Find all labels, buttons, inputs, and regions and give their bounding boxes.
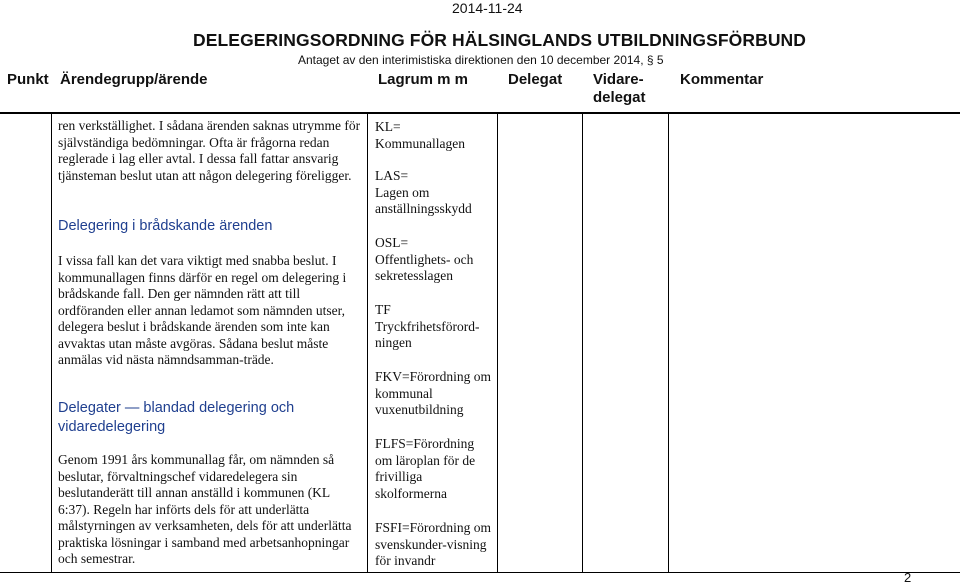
column-header-arende: Ärendegrupp/ärende (60, 71, 208, 88)
table-top-border (0, 112, 960, 114)
column-divider (582, 112, 583, 572)
column-header-lagrum: Lagrum m m (378, 71, 469, 88)
abbreviation-text: Tryckfrihetsförord-ningen (375, 318, 480, 350)
abbreviation-flfs (375, 436, 493, 502)
column-header-punkt: Punkt (7, 71, 49, 88)
abbreviation-term: FKV= (375, 369, 410, 384)
abbreviation-las (375, 168, 493, 218)
abbreviation-text: Offentlighets- och sekretesslagen (375, 251, 474, 283)
paragraph-verkstallighet: ren verkställighet. I sådana ärenden saknas utrymme för självständiga bedömningar. Ofta är frågorna redan reglerade i lag eller avtal. I dessa fall fattar ansvarig tjänsteman beslut utan att någon delegering föreligger. (58, 118, 361, 183)
column-divider (668, 112, 669, 572)
abbreviation-term: TF (375, 302, 391, 317)
abbreviation-term: KL= (375, 119, 401, 134)
page-number: 2 (904, 570, 912, 585)
abbreviation-fsfi (375, 520, 493, 570)
abbreviation-text: Förordning om läroplan för de frivilliga skolformerna (375, 436, 476, 501)
document-subtitle: Antaget av den interimistiska direktionen den 10 december 2014, § 5 (298, 53, 664, 67)
abbreviation-term: OSL= (375, 235, 409, 250)
abbreviation-text: Kommunallagen (375, 135, 465, 151)
heading-bradskande: Delegering i brådskande ärenden (58, 218, 273, 234)
column-header-vidare-line1: Vidare- (593, 71, 644, 88)
document-title: DELEGERINGSORDNING FÖR HÄLSINGLANDS UTBILDNINGSFÖRBUND (193, 30, 807, 50)
table-bottom-border (0, 572, 960, 573)
column-header-vidaredelegat (593, 71, 646, 107)
abbreviation-term: FLFS= (375, 436, 414, 451)
paragraph-bradskande: I vissa fall kan det vara viktigt med snabba beslut. I kommunallagen finns därför en regel om delegering i brådskande fall. Den ger nämnden rätt att till ordföranden eller annan ledamot som nämnden utser, delegera beslut i brådskande ärenden som inte kan avvaktas utan måste avgöras. Sådana beslut måste anmälas vid nästa nämndsamman-träde. (58, 253, 347, 367)
column-divider (497, 112, 498, 572)
abbreviation-fkv (375, 369, 493, 419)
abbreviation-osl (375, 235, 493, 285)
column-header-kommentar: Kommentar (680, 71, 764, 88)
document-date: 2014-11-24 (452, 0, 523, 16)
column-header-vidare-line2: delegat (593, 89, 646, 106)
paragraph-vidaredelegering: Genom 1991 års kommunallag får, om nämnden så beslutar, förvaltningschef vidaredelegera sin beslutanderätt till annan anställd i kommunen (KL 6:37). Regeln har införts dels för att underlätta målstyrningen av verksamheten, dels för att underlätta praktiska lösningar i samband med arbetsanhopningar och semestrar. (58, 452, 352, 566)
abbreviation-kl (375, 119, 493, 152)
heading-delegater: Delegater — blandad delegering och vidaredelegering (58, 400, 295, 435)
abbreviation-term: FSFI= (375, 520, 410, 535)
abbreviation-text: Förordning om svenskunder-visning för invandr (375, 520, 492, 568)
abbreviation-tf (375, 302, 493, 352)
column-divider (51, 112, 52, 572)
abbreviation-text: Lagen om anställningsskydd (375, 184, 472, 216)
abbreviation-text: Förordning om kommunal vuxenutbildning (375, 369, 492, 417)
column-header-delegat: Delegat (508, 71, 563, 88)
abbreviation-term: LAS= (375, 168, 409, 183)
